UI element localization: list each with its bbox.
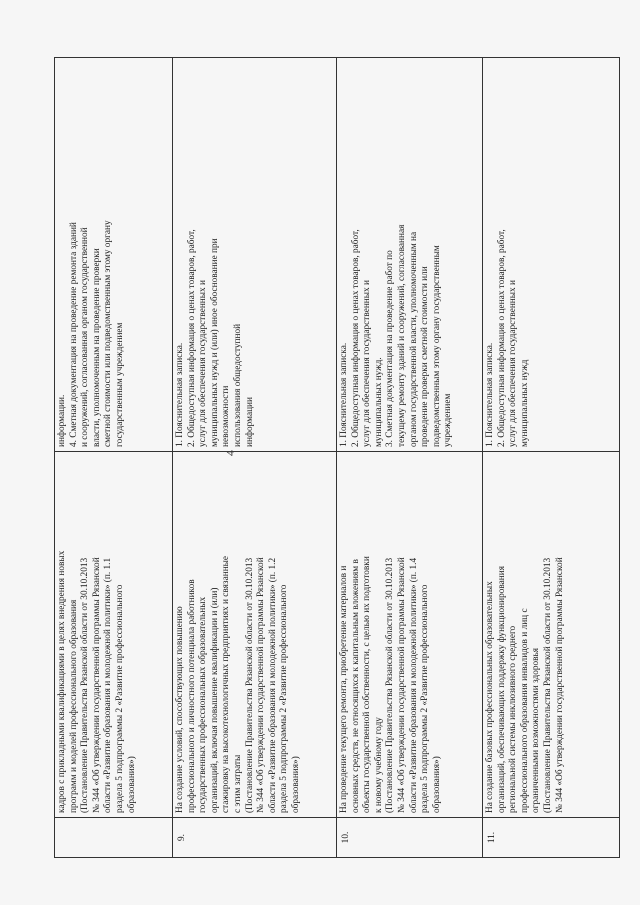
text-line: 2. Общедоступная информация о ценах товаров, работ,: [350, 229, 361, 447]
text-line: использования общедоступной: [232, 323, 243, 447]
text-line: информации: [244, 396, 255, 447]
page-number: 4: [223, 450, 237, 456]
text-line: области «Развитие образования и молодежной политики» (п. 1.2: [267, 557, 278, 813]
text-line: услуг для обеспечения государственных и: [198, 280, 209, 447]
text-line: муниципальных нужд.: [373, 357, 384, 447]
text-line: организаций, включая повышение квалификации и (или): [209, 587, 220, 813]
text-line: (Постановление Правительства Рязанской области от 30.10.2013: [244, 557, 255, 813]
rotated-table-wrapper: [54, 58, 620, 858]
text-line: области «Развитие образования и молодежной политики» (п. 1.1: [103, 557, 114, 813]
text-line: профессионального образования инвалидов и лиц с: [519, 608, 530, 813]
row-number: 11.: [483, 818, 620, 858]
text-line: (Постановление Правительства Рязанской области от 30.10.2013: [385, 557, 396, 813]
text-line: текущему ремонту зданий и сооружений, согласованная: [396, 224, 407, 447]
text-line: № 344 «Об утверждении государственной программы Рязанской: [91, 557, 102, 813]
text-line: образования»): [126, 756, 137, 813]
text-line: государственных профессиональных образовательных: [198, 596, 209, 813]
text-line: раздела 5 подпрограммы 2 «Развитие профессионального: [279, 584, 290, 813]
text-line: № 344 «Об утверждении государственной программы Рязанской: [256, 557, 267, 813]
text-line: органом государственной власти, уполномоченным на: [408, 231, 419, 447]
text-line: проведение проверки сметной стоимости или: [420, 266, 431, 447]
text-line: образования»): [431, 756, 442, 813]
text-line: раздела 5 подпрограммы 2 «Развитие профессионального: [420, 584, 431, 813]
activity-cell: [173, 452, 337, 818]
documents-cell: [337, 58, 483, 452]
text-line: области «Развитие образования и молодежной политики» (п. 1.4: [408, 557, 419, 813]
text-line: 2. Общедоступная информация о ценах товаров, работ,: [496, 229, 507, 447]
text-line: раздела 5 подпрограммы 2 «Развитие профессионального: [114, 584, 125, 813]
text-line: кадров с прикладными квалификациями в целях внедрения новых: [57, 550, 67, 813]
table-row: [483, 58, 620, 858]
text-line: муниципальных нужд: [519, 359, 530, 447]
text-line: 4. Сметная документация на проведение ремонта зданий: [68, 222, 79, 447]
text-line: образования»): [290, 756, 301, 813]
text-line: учреждением: [443, 393, 454, 447]
documents-cell: [173, 58, 337, 452]
table-row: [55, 58, 173, 858]
text-line: 3. Сметная документация на проведение работ по: [385, 250, 396, 447]
activity-cell: [483, 452, 620, 818]
text-line: организаций, обеспечивающих поддержку функционирования: [496, 565, 507, 813]
table-row: [173, 58, 337, 858]
text-line: с этим затраты: [232, 754, 243, 813]
subsidy-table: [54, 57, 620, 858]
text-line: подведомственным этому органу государственным: [431, 245, 442, 447]
text-line: и сооружений, согласованная органом государственной: [80, 227, 91, 447]
text-line: региональной системы инклюзивного среднего: [508, 625, 519, 813]
text-line: государственным учреждением: [114, 322, 125, 447]
row-number: [55, 818, 173, 858]
text-line: профессионального и личностного потенциала работников: [186, 579, 197, 813]
text-line: основных средств, не относящихся к капитальным вложениям в: [350, 559, 361, 813]
activity-cell: [337, 452, 483, 818]
text-line: 1. Пояснительная записка.: [485, 342, 495, 447]
text-line: информации.: [57, 394, 67, 447]
text-line: власти, уполномоченным на проведение проверки: [91, 248, 102, 447]
text-line: стажировку на высокотехнологичных предприятиях и связанные: [221, 555, 232, 813]
text-line: объекты государственной собственности, с целью их подготовки: [362, 556, 373, 813]
text-line: к новому учебному году: [373, 717, 384, 813]
table-row: [337, 58, 483, 858]
text-line: сметной стоимости или подведомственным этому органу: [103, 220, 114, 447]
text-line: 1. Пояснительная записка.: [175, 342, 185, 447]
row-number: 9.: [173, 818, 337, 858]
documents-cell: [55, 58, 173, 452]
activity-cell: [55, 452, 173, 818]
text-line: программ и моделей профессионального образования: [68, 599, 79, 813]
documents-cell: [483, 58, 620, 452]
text-line: ограниченными возможностями здоровья: [531, 647, 542, 813]
text-line: № 344 «Об утверждении государственной программы Рязанской: [554, 557, 565, 813]
text-line: муниципальных нужд и (или) иное обоснование при: [209, 238, 220, 447]
text-line: 1. Пояснительная записка.: [339, 342, 349, 447]
text-line: На создание базовых профессиональных образовательных: [485, 581, 495, 813]
text-line: невозможности: [221, 385, 232, 447]
text-line: На проведение текущего ремонта, приобретение материалов и: [339, 565, 349, 813]
text-line: 2. Общедоступная информация о ценах товаров, работ,: [186, 229, 197, 447]
text-line: На создание условий, способствующих повышению: [175, 606, 185, 813]
text-line: (Постановление Правительства Рязанской области от 30.10.2013: [542, 557, 553, 813]
text-line: (Постановление Правительства Рязанской области от 30.10.2013: [80, 557, 91, 813]
text-line: услуг для обеспечения государственных и: [508, 280, 519, 447]
text-line: № 344 «Об утверждении государственной программы Рязанской: [396, 557, 407, 813]
row-number: 10.: [337, 818, 483, 858]
text-line: услуг для обеспечения государственных и: [362, 280, 373, 447]
